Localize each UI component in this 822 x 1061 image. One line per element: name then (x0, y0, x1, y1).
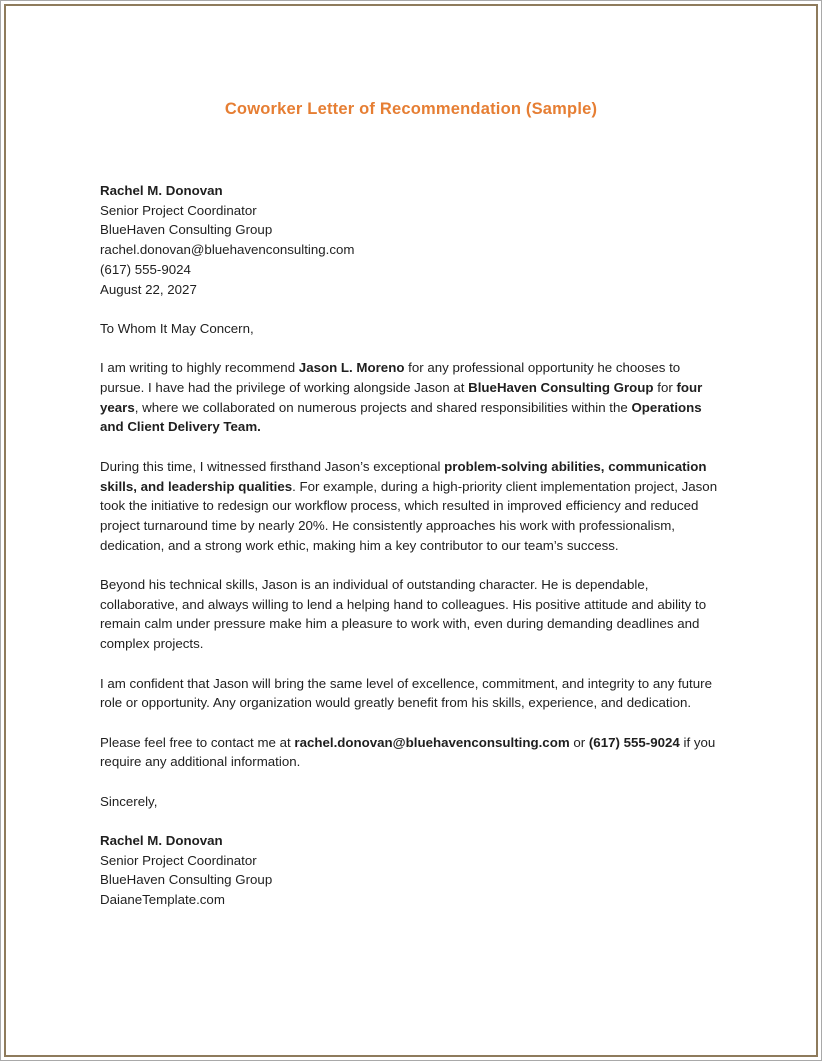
duration-bold: four years (100, 380, 703, 415)
sender-name: Rachel M. Donovan (100, 183, 223, 198)
signature-job-title: Senior Project Coordinator (100, 852, 257, 868)
page-border-frame (4, 4, 818, 1057)
contact-email-bold: rachel.donovan@bluehavenconsulting.com (294, 734, 570, 750)
signature-block (100, 831, 722, 910)
closing: Sincerely, (100, 793, 158, 809)
document-title: Coworker Letter of Recommendation (Sample) (224, 100, 598, 118)
text-run: I am writing to highly recommend (100, 360, 299, 376)
text-run: , where we collaborated on numerous projects and shared responsibilities within the (134, 399, 632, 415)
paragraph-introduction (100, 358, 722, 437)
paragraph-skills (100, 457, 722, 556)
paragraph-contact (100, 733, 722, 772)
team-name-bold: Operations and Client Delivery Team. (100, 399, 702, 435)
text-run: or (569, 734, 589, 750)
text-run: Beyond his technical skills, Jason is an individual of outstanding character. He is dependable, collaborative, and always willing to lend a helping hand to colleagues. His positive attitude and ability to remain calm under pressure make him a pleasure to work with, even during demanding deadlines and complex projects. (100, 577, 707, 652)
candidate-name: Jason L. Moreno (298, 360, 405, 376)
company-name-bold: BlueHaven Consulting Group (468, 380, 654, 395)
sender-company: BlueHaven Consulting Group (100, 222, 273, 238)
sender-email: rachel.donovan@bluehavenconsulting.com (100, 242, 355, 258)
sender-job-title: Senior Project Coordinator (100, 202, 257, 218)
paragraph-endorsement (100, 674, 722, 713)
skills-bold: problem-solving abilities, communication skills, and leadership qualities (100, 458, 707, 494)
salutation: To Whom It May Concern, (100, 320, 254, 336)
text-run: Please feel free to contact me at (100, 734, 295, 750)
signature-company: BlueHaven Consulting Group (100, 872, 273, 888)
paragraph-character (100, 575, 722, 654)
text-run: for any professional opportunity he chooses to pursue. I have had the privilege of working alongside Jason at (100, 360, 681, 395)
signature-name: Rachel M. Donovan (100, 833, 223, 849)
text-run: . For example, during a high-priority client implementation project, Jason took the initiative to redesign our workflow process, which resulted in improved efficiency and reduced project turnaround time by nearly 20%. He consistently approaches his work with professionalism, dedication, and a strong work ethic, making him a key contributor to our team’s success. (100, 478, 718, 553)
text-run: if you require any additional information. (100, 734, 716, 770)
contact-phone-bold: (617) 555-9024 (588, 734, 680, 750)
sender-block (100, 181, 722, 299)
signature-website: DaianeTemplate.com (100, 892, 225, 908)
sender-phone: (617) 555-9024 (100, 261, 191, 277)
letter-date: August 22, 2027 (100, 281, 197, 297)
text-run: During this time, I witnessed firsthand Jason’s exceptional (100, 458, 445, 474)
text-run: I am confident that Jason will bring the same level of excellence, commitment, and integrity to any future role or opportunity. Any organization would greatly benefit from his skills, experience, and dedication. (100, 675, 712, 711)
text-run: for (653, 380, 677, 395)
